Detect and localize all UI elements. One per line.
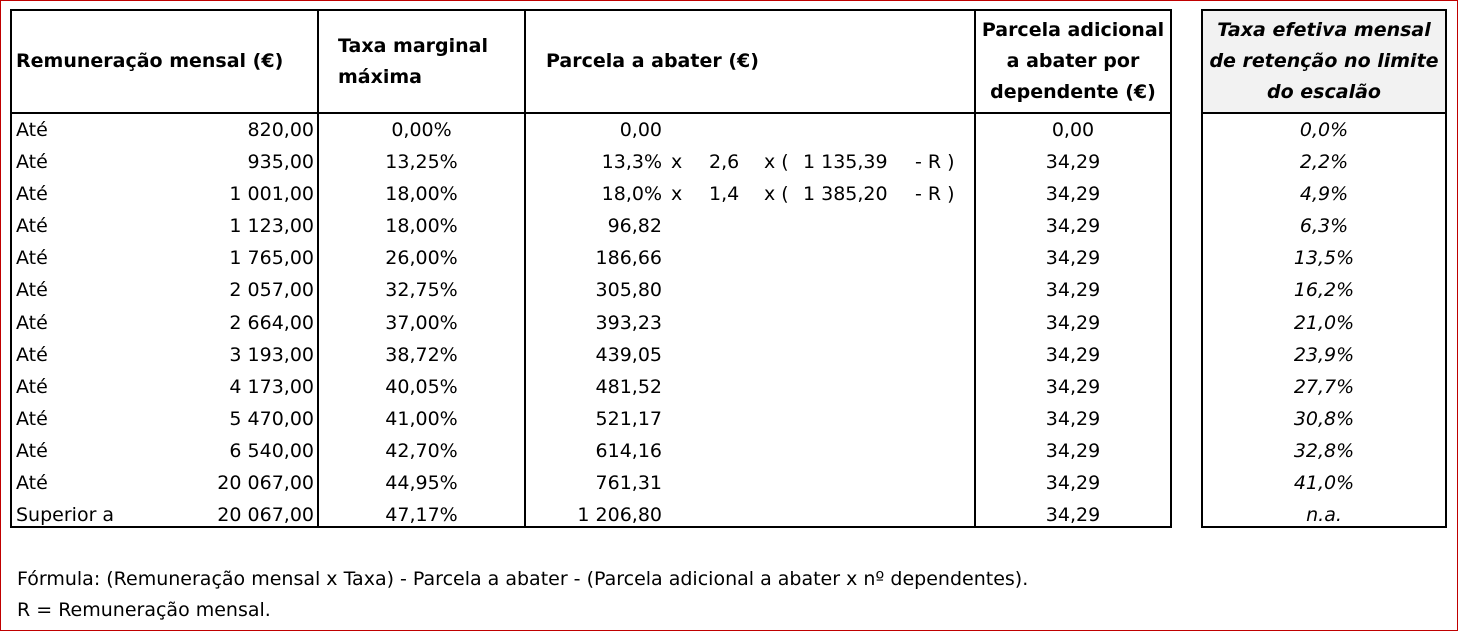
deduction-value: 393,23 [595,311,662,334]
additional-deduction: 34,29 [1045,215,1101,238]
table-row [12,274,1170,306]
effective-rate: 41,0% [1293,472,1355,495]
additional-deduction: 34,29 [1045,183,1101,206]
bracket-limit: 3 193,00 [229,343,314,366]
formula-open: x ( [764,183,789,206]
withholding-table [10,9,1172,528]
effective-rate: 2,2% [1299,151,1349,174]
table-row [12,435,1170,467]
bracket-limit: 5 470,00 [229,407,314,430]
marginal-rate: 42,70% [385,439,458,462]
bracket-label: Superior a [16,504,115,527]
table-row [1203,435,1445,467]
table-row [12,178,1170,210]
r-definition-footnote: R = Remuneração mensal. [17,599,271,621]
additional-deduction: 34,29 [1045,439,1101,462]
marginal-rate: 44,95% [385,472,458,495]
formula-open: x ( [764,151,789,174]
effective-rate-table [1201,9,1447,528]
deduction-value: 1 206,80 [577,504,662,527]
effective-rate: 21,0% [1293,311,1355,334]
table-row [12,467,1170,499]
table-row [12,371,1170,403]
effective-rate-body [1203,114,1445,531]
bracket-label: Até [16,439,48,462]
formula-footnote: Fórmula: (Remuneração mensal x Taxa) - Parcela a abater - (Parcela adicional a abater x nº dependentes). [17,568,1029,590]
header-additional-deduction: Parcela adicional a abater por dependente (€) [981,19,1165,103]
header-deduction: Parcela a abater (€) [546,50,759,72]
additional-deduction: 0,00 [1051,119,1095,141]
bracket-label: Até [16,151,48,174]
formula-times: x [671,151,683,174]
additional-deduction: 34,29 [1045,343,1101,366]
table-row [1203,178,1445,210]
additional-deduction: 34,29 [1045,279,1101,302]
deduction-value: 521,17 [595,407,662,430]
formula-factor: 2,6 [709,151,740,174]
effective-rate: n.a. [1306,504,1342,527]
effective-rate: 6,3% [1299,215,1349,238]
bracket-limit: 1 765,00 [229,247,314,270]
additional-deduction: 34,29 [1045,472,1101,495]
table-row [1203,146,1445,178]
deduction-value: 761,31 [595,472,662,495]
effective-rate: 4,9% [1299,183,1349,206]
marginal-rate: 32,75% [385,279,458,302]
header-remuneration: Remuneração mensal (€) [16,50,284,72]
table-row [1203,274,1445,306]
additional-deduction: 34,29 [1045,311,1101,334]
effective-rate: 30,8% [1293,407,1355,430]
bracket-label: Até [16,311,48,334]
bracket-label: Até [16,279,48,302]
formula-times: x [671,183,683,206]
formula-base: 1 135,39 [803,151,888,174]
bracket-limit: 4 173,00 [229,375,314,398]
marginal-rate: 18,00% [385,215,458,238]
table-body [12,114,1170,531]
formula-rate: 18,0% [601,183,662,206]
table-row [1203,210,1445,242]
formula-tail: - R ) [915,151,955,174]
deduction-value: 0,00 [619,119,662,141]
bracket-label: Até [16,183,48,206]
marginal-rate: 38,72% [385,343,458,366]
table-row [12,210,1170,242]
table-row [12,403,1170,435]
bracket-limit: 1 001,00 [229,183,314,206]
bracket-label: Até [16,247,48,270]
deduction-value: 186,66 [595,247,662,270]
effective-rate: 0,0% [1299,119,1349,141]
additional-deduction: 34,29 [1045,247,1101,270]
bracket-limit: 2 057,00 [229,279,314,302]
marginal-rate: 47,17% [385,504,458,527]
bracket-label: Até [16,472,48,495]
formula-factor: 1,4 [709,183,740,206]
bracket-label: Até [16,119,48,141]
effective-rate: 27,7% [1293,375,1355,398]
formula-rate: 13,3% [601,151,662,174]
additional-deduction: 34,29 [1045,375,1101,398]
marginal-rate: 40,05% [385,375,458,398]
bracket-limit: 6 540,00 [229,439,314,462]
table-row [12,242,1170,274]
table-row [1203,242,1445,274]
table-row [12,146,1170,178]
effective-rate: 13,5% [1293,247,1355,270]
bracket-limit: 2 664,00 [229,311,314,334]
table-row [12,307,1170,339]
marginal-rate: 0,00% [391,119,452,141]
bracket-label: Até [16,407,48,430]
table-row [12,339,1170,371]
table-row [1203,339,1445,371]
table-row [1203,114,1445,146]
deduction-value: 96,82 [607,215,662,238]
formula-tail: - R ) [915,183,955,206]
additional-deduction: 34,29 [1045,151,1101,174]
deduction-value: 305,80 [595,279,662,302]
effective-rate: 23,9% [1293,343,1355,366]
bracket-limit: 820,00 [247,119,314,141]
table-row [12,114,1170,146]
bracket-label: Até [16,375,48,398]
deduction-value: 439,05 [595,343,662,366]
table-row [1203,499,1445,531]
additional-deduction: 34,29 [1045,504,1101,527]
table-row [1203,371,1445,403]
marginal-rate: 37,00% [385,311,458,334]
marginal-rate: 26,00% [385,247,458,270]
deduction-value: 614,16 [595,439,662,462]
table-row [1203,307,1445,339]
table-row [1203,467,1445,499]
bracket-limit: 20 067,00 [217,504,314,527]
header-effective-rate: Taxa efetiva mensal de retenção no limite do escalão [1203,11,1445,112]
marginal-rate: 13,25% [385,151,458,174]
bracket-label: Até [16,343,48,366]
bracket-limit: 1 123,00 [229,215,314,238]
formula-base: 1 385,20 [803,183,888,206]
bracket-limit: 20 067,00 [217,472,314,495]
additional-deduction: 34,29 [1045,407,1101,430]
bracket-limit: 935,00 [247,151,314,174]
bracket-label: Até [16,215,48,238]
effective-rate: 16,2% [1293,279,1355,302]
deduction-value: 481,52 [595,375,662,398]
marginal-rate: 18,00% [385,183,458,206]
marginal-rate: 41,00% [385,407,458,430]
table-row [12,499,1170,531]
table-row [1203,403,1445,435]
header-marginal-rate: Taxa marginal máxima [338,34,488,88]
effective-rate: 32,8% [1293,439,1355,462]
